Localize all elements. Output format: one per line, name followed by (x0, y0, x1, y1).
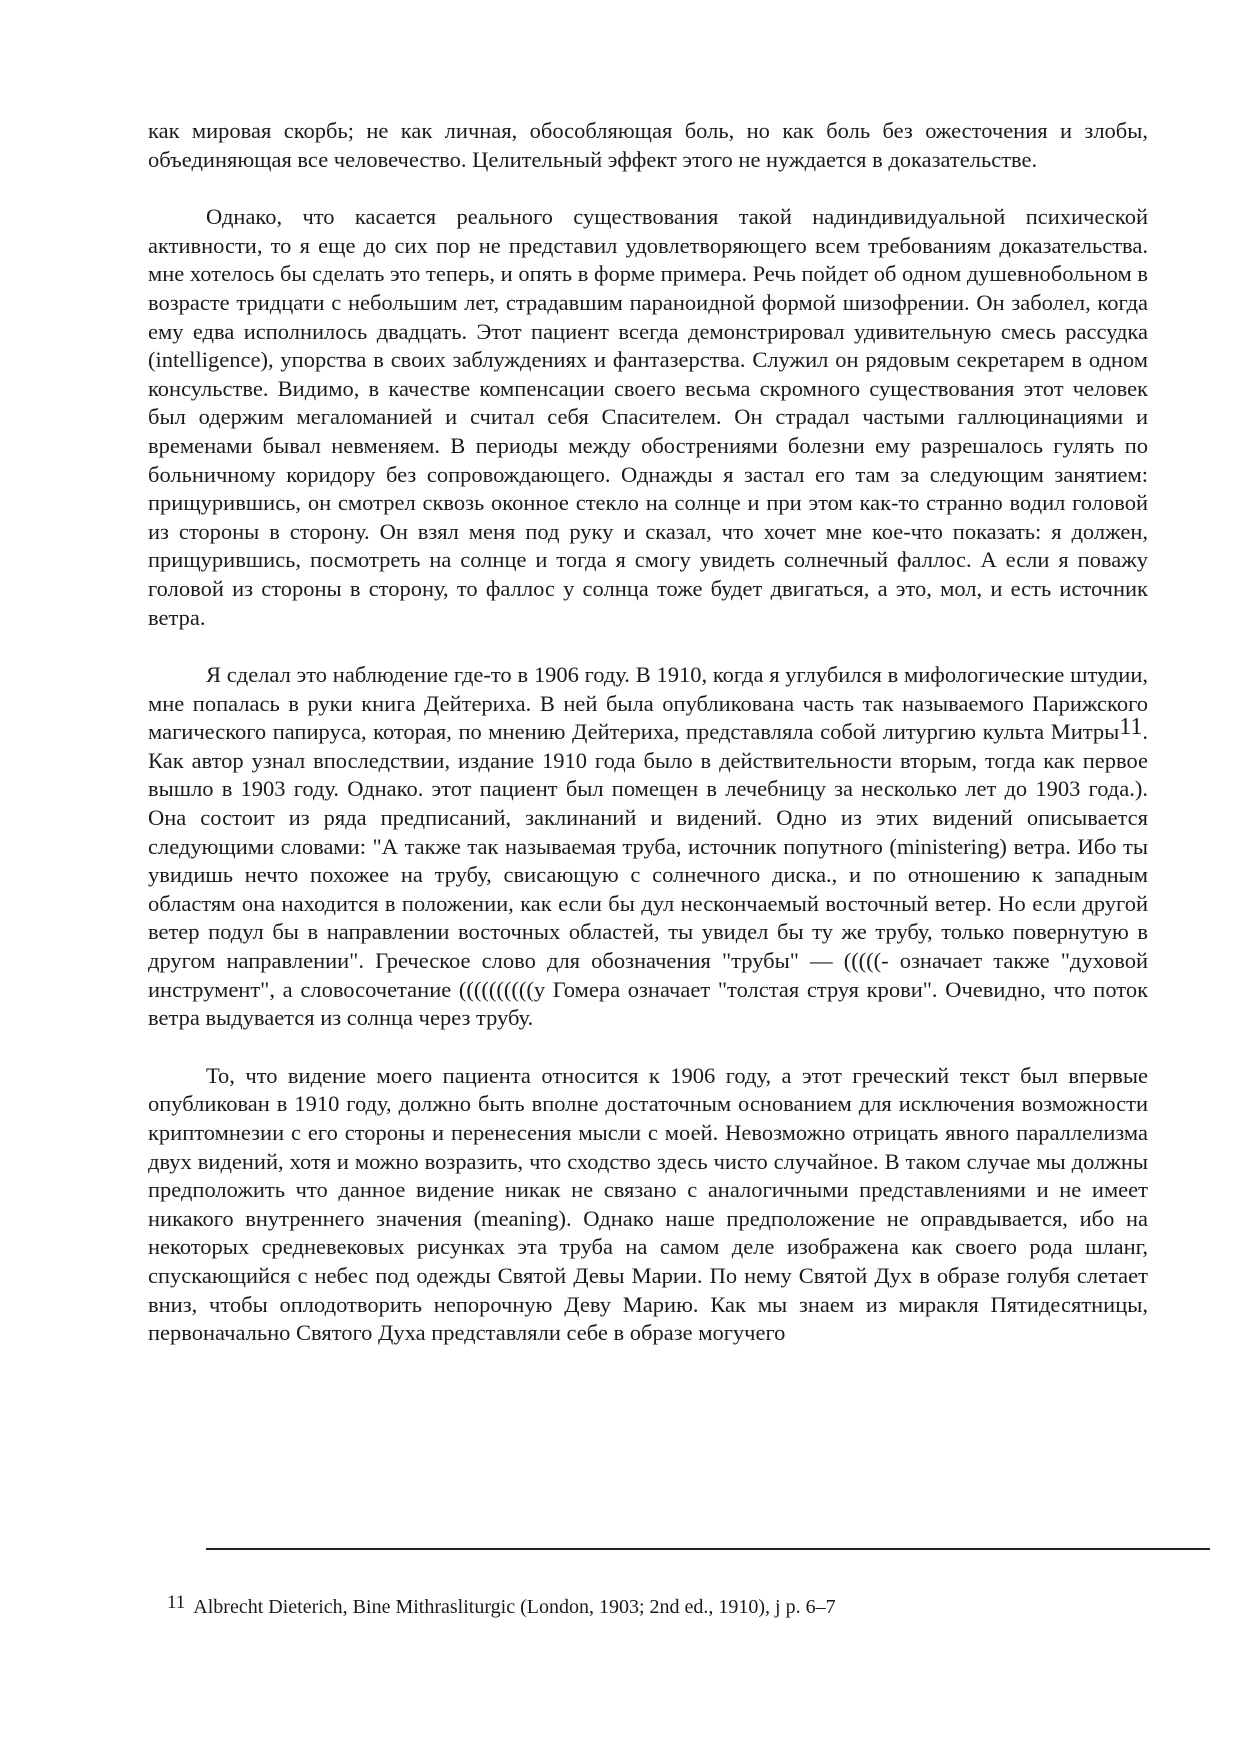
footnote-number: 11 (167, 1592, 186, 1613)
paragraph-3 (148, 661, 1148, 1033)
footnote (167, 1590, 1167, 1620)
paragraph-3-part-1: Я сделал это наблюдение где-то в 1906 году. В 1910, когда я углубился в мифологические штудии, мне попалась в руки книга Дейтериха. В ней была опубликована часть так называемого Парижского магического папируса, которая, по мнению Дейтериха, представляла собой литургию культа Митры (148, 662, 1148, 745)
body-text (148, 117, 1148, 1348)
paragraph-4: То, что видение моего пациента относится к 1906 году, а этот греческий текст был впервые опубликован в 1910 году, должно быть вполне достаточным основанием для исключения возможности криптомнезии с его стороны и перенесения мысли с моей. Невозможно отрицать явного параллелизма двух видений, хотя и можно возразить, что сходство здесь чисто случайное. В таком случае мы должны предположить что данное видение никак не связано с аналогичными представлениями и не имеет никакого внутреннего значения (meaning). Однако наше предположение не оправдывается, ибо на некоторых средневековых рисунках эта труба на самом деле изображена как своего рода шланг, спускающийся с небес под одежды Святой Девы Марии. По нему Святой Дух в образе голубя слетает вниз, чтобы оплодотворить непорочную Деву Марию. Как мы знаем из миракля Пятидесятницы, первоначально Святого Духа представляли себе в образе могучего (148, 1062, 1148, 1346)
paragraph-1: как мировая скорбь; не как личная, обособляющая боль, но как боль без ожесточения и злобы, объединяющая все человечество. Целительный эффект этого не нуждается в доказательстве. (148, 118, 1148, 172)
footnote-text: Albrecht Dieterich, Bine Mithrasliturgic (London, 1903; 2nd ed., 1910), j p. 6–7 (193, 1596, 836, 1618)
footnote-divider (206, 1548, 1210, 1550)
paragraph-3-part-2: . Как автор узнал впоследствии, издание 1910 года было в действительности вторым, тогда как первое вышло в 1903 году. Однако. этот пациент был помещен в лечебницу за несколько лет до 1903 года.). Она состоит из ряда предписаний, заклинаний и видений. Одно из этих видений описывается следующими словами: "А также так называемая труба, источник попутного (ministering) ветра. Ибо ты увидишь нечто похожее на трубу, свисающую с солнечного диска., и по отношению к западным областям она находится в положении, как если бы дул нескончаемый восточный ветер. Но если другой ветер подул бы в направлении восточных областей, ты увидел бы ту же трубу, только повернутую в другом направлении". Греческое слово для обозначения "трубы" — (((((- означает также "духовой инструмент", а словосочетание ((((((((((у Гомера означает "толстая струя крови". Очевидно, что поток ветра выдувается из солнца через трубу. (148, 719, 1148, 1031)
footnote-reference[interactable]: 11 (1119, 714, 1143, 741)
paragraph-2: Однако, что касается реального существования такой надиндивидуальной психической активности, то я еще до сих пор не представил удовлетворяющего всем требованиям доказательства. мне хотелось бы сделать это теперь, и опять в форме примера. Речь пойдет об одном душевнобольном в возрасте тридцати с небольшим лет, страдавшим параноидной формой шизофрении. Он заболел, когда ему едва исполнилось двадцать. Этот пациент всегда демонстрировал удивительную смесь рассудка (intelligence), упорства в своих заблуждениях и фантазерства. Служил он рядовым секретарем в одном консульстве. Видимо, в качестве компенсации своего весьма скромного существования этот человек был одержим мегаломанией и считал себя Спасителем. Он страдал частыми галлюцинациями и временами бывал невменяем. В периоды между обострениями болезни ему разрешалось гулять по больничному коридору без сопровождающего. Однажды я застал его там за следующим занятием: прищурившись, он смотрел сквозь оконное стекло на солнце и при этом как-то странно водил головой из стороны в сторону. Он взял меня под руку и сказал, что хочет мне кое-что показать: я должен, прищурившись, посмотреть на солнце и тогда я смогу увидеть солнечный фаллос. А если я поважу головой из стороны в сторону, то фаллос у солнца тоже будет двигаться, а это, мол, и есть источник ветра. (148, 204, 1148, 630)
